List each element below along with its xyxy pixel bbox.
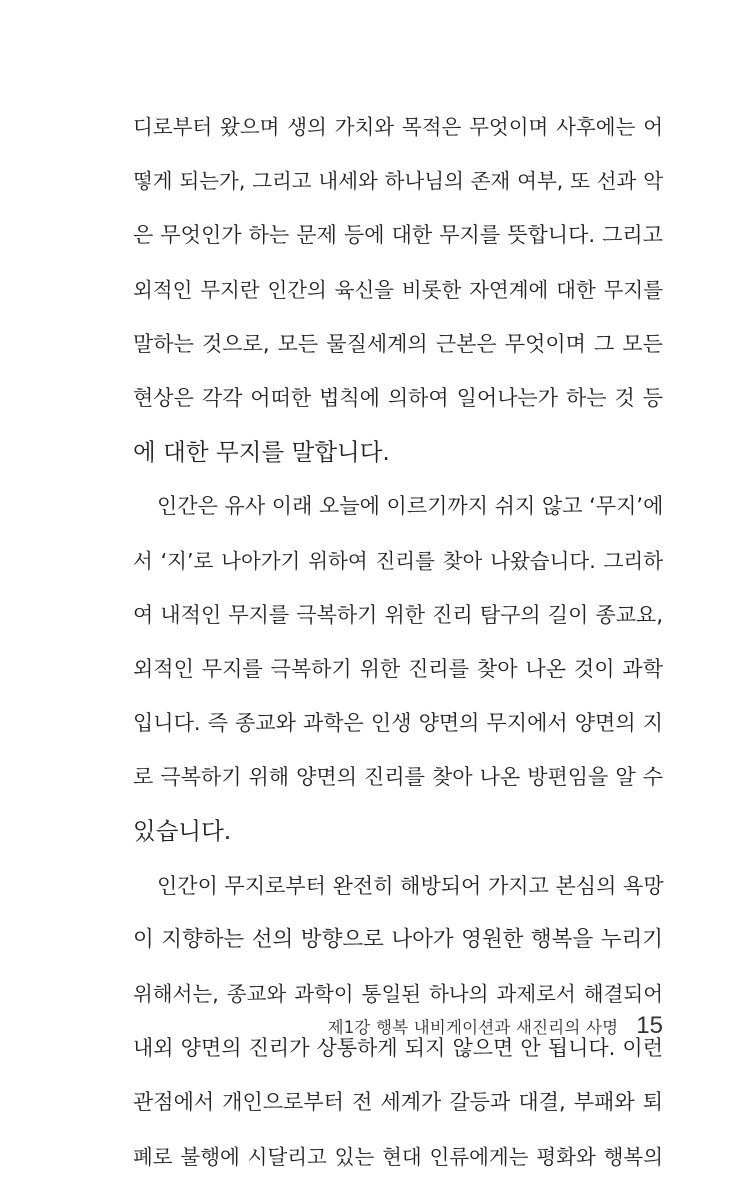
text-line: 관점에서 개인으로부터 전 세계가 갈등과 대결, 부패와 퇴 xyxy=(133,1090,663,1115)
text-line: 말하는 것으로, 모든 물질세계의 근본은 무엇이며 그 모든 xyxy=(133,331,663,356)
text-line: 이 지향하는 선의 방향으로 나아가 영원한 행복을 누리기 xyxy=(133,926,663,952)
text-line: 위해서는, 종교와 과학이 통일된 하나의 과제로서 해결되어 xyxy=(133,982,663,1006)
text-line: 인간은 유사 이래 오늘에 이르기까지 쉬지 않고 ‘무지’에 xyxy=(157,494,664,519)
text-line: 있습니다. xyxy=(133,817,232,846)
running-head: 제1강 행복 내비게이션과 새진리의 사명 xyxy=(327,1018,619,1037)
text-line: 외적인 무지란 인간의 육신을 비롯한 자연계에 대한 무지를 xyxy=(133,277,663,302)
text-line: 디로부터 왔으며 생의 가치와 목적은 무엇이며 사후에는 어 xyxy=(133,115,663,139)
page-number: 15 xyxy=(636,1012,663,1039)
text-line: 인간이 무지로부터 완전히 해방되어 가지고 본심의 욕망 xyxy=(157,873,664,898)
text-line: 내외 양면의 진리가 상통하게 되지 않으면 안 됩니다. 이런 xyxy=(133,1036,663,1061)
text-line: 로 극복하기 위해 양면의 진리를 찾아 나온 방편임을 알 수 xyxy=(133,765,663,790)
text-line: 은 무엇인가 하는 문제 등에 대한 무지를 뜻합니다. 그리고 xyxy=(133,223,663,248)
text-line: 외적인 무지를 극복하기 위한 진리를 찾아 나온 것이 과학 xyxy=(133,656,663,681)
text-line: 폐로 불행에 시달리고 있는 현대 인류에게는 평화와 행복의 xyxy=(133,1144,663,1169)
text-line: 떻게 되는가, 그리고 내세와 하나님의 존재 여부, 또 선과 악 xyxy=(133,169,663,194)
text-line: 에 대한 무지를 말합니다. xyxy=(133,438,390,467)
text-line: 여 내적인 무지를 극복하기 위한 진리 탐구의 길이 종교요, xyxy=(133,602,663,627)
page-footer xyxy=(328,1012,663,1040)
text-line: 입니다. 즉 종교와 과학은 인생 양면의 무지에서 양면의 지 xyxy=(133,711,663,736)
text-line: 현상은 각각 어떠한 법칙에 의하여 일어나는가 하는 것 등 xyxy=(133,385,663,410)
text-line: 서 ‘지’로 나아가기 위하여 진리를 찾아 나왔습니다. 그리하 xyxy=(133,548,663,573)
